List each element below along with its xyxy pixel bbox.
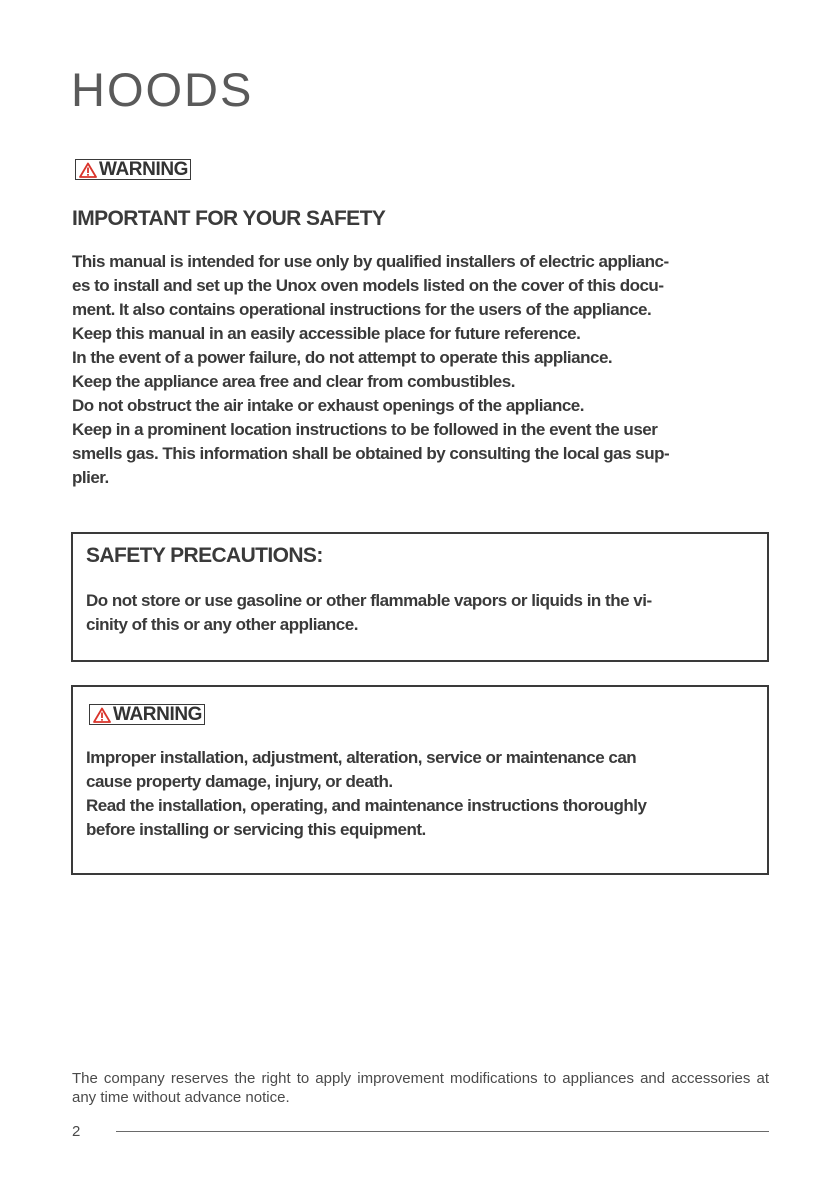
intro-line: Keep in a prominent location instructions to be followed in the event the user — [72, 420, 658, 439]
intro-line: Do not obstruct the air intake or exhaust openings of the appliance. — [72, 396, 584, 415]
warning-box-badge — [89, 704, 205, 725]
warning-badge — [75, 159, 191, 180]
intro-paragraph — [72, 250, 769, 490]
warning-line: Read the installation, operating, and maintenance instructions thoroughly — [86, 796, 647, 815]
warning-line: Improper installation, adjustment, alteration, service or maintenance can — [86, 748, 637, 767]
warning-box — [71, 685, 769, 875]
intro-line: In the event of a power failure, do not attempt to operate this appliance. — [72, 348, 613, 367]
intro-line: Keep the appliance area free and clear from combustibles. — [72, 372, 515, 391]
warning-line: cause property damage, injury, or death. — [86, 772, 393, 791]
intro-line: Keep this manual in an easily accessible place for future reference. — [72, 324, 581, 343]
page-title: HOODS — [71, 63, 254, 116]
warning-box-badge-label: WARNING — [113, 704, 203, 725]
precaution-line: Do not store or use gasoline or other flammable vapors or liquids in the vi- — [86, 591, 652, 610]
page-number: 2 — [72, 1123, 81, 1140]
footer-rule — [116, 1131, 769, 1132]
warning-badge-label: WARNING — [99, 159, 189, 180]
intro-line: This manual is intended for use only by qualified installers of electric applianc- — [72, 252, 669, 271]
intro-line: es to install and set up the Unox oven models listed on the cover of this docu- — [72, 276, 664, 295]
intro-line: ment. It also contains operational instructions for the users of the appliance. — [72, 300, 652, 319]
intro-line: smells gas. This information shall be obtained by consulting the local gas sup- — [72, 444, 670, 463]
section-heading: IMPORTANT FOR YOUR SAFETY — [72, 207, 386, 230]
warning-triangle-icon — [93, 707, 111, 723]
warning-line: before installing or servicing this equipment. — [86, 820, 426, 839]
safety-precautions-heading: SAFETY PRECAUTIONS: — [86, 544, 323, 567]
precaution-line: cinity of this or any other appliance. — [86, 615, 358, 634]
warning-triangle-icon — [79, 162, 97, 178]
intro-line: plier. — [72, 468, 109, 487]
safety-precautions-text — [86, 589, 755, 637]
footer-note: The company reserves the right to apply improvement modifications to appliances and accessories at any time without advance notice. — [72, 1070, 769, 1106]
warning-box-text — [86, 746, 755, 842]
safety-precautions-box — [71, 532, 769, 662]
